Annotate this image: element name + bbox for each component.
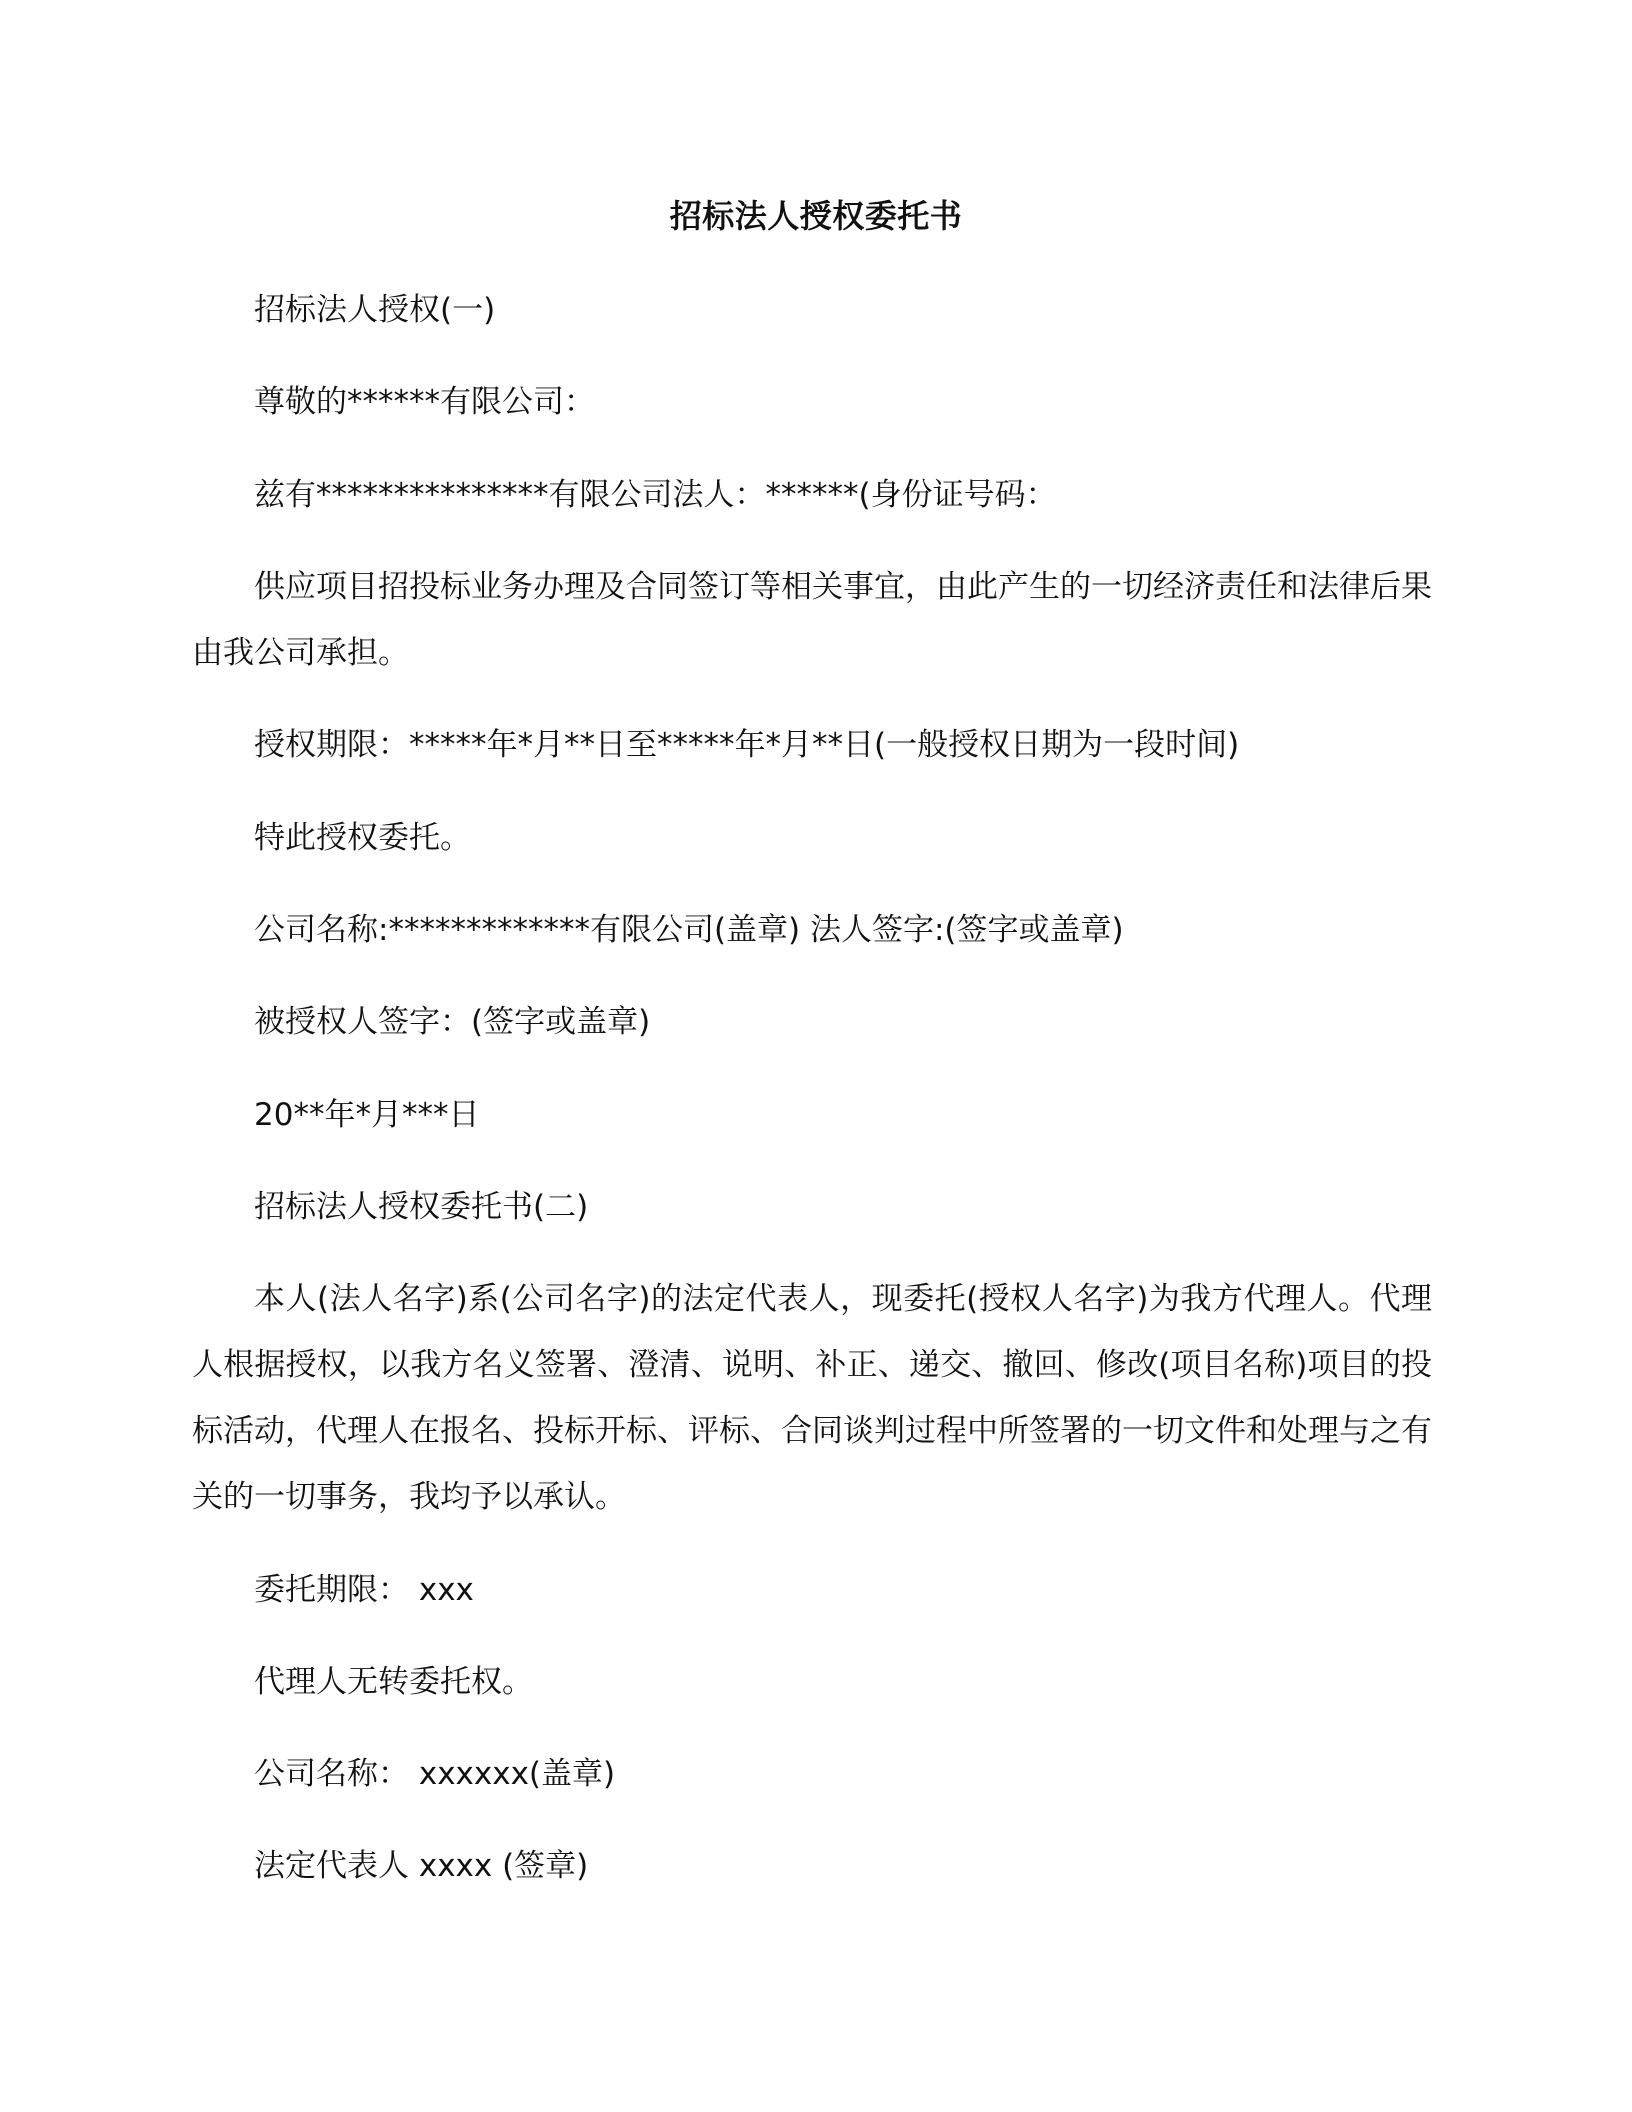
- section2-heading: 招标法人授权委托书(二): [254, 1189, 589, 1225]
- authorization-statement: 兹有***************有限公司法人：******(身份证号码：: [254, 477, 1057, 513]
- entrust-period: 委托期限： xxx: [254, 1572, 474, 1608]
- company-name-line: 公司名称： xxxxxx(盖章): [254, 1756, 616, 1792]
- entrustment-paragraph: 本人(法人名字)系(公司名字)的法定代表人，现委托(授权人名字)为我方代理人。代理人根据授权，以我方名义签署、澄清、说明、补正、递交、撤回、修改(项目名称)项目的投标活动，代理人在报名、投标开标、评标、合同谈判过程中所签署的一切文件和处理与之有关的一切事务，我均予以承认。: [192, 1281, 1432, 1515]
- scope-paragraph: 供应项目招投标业务办理及合同签订等相关事宜，由此产生的一切经济责任和法律后果由我公司承担。: [192, 569, 1432, 671]
- company-signature-line: 公司名称:*************有限公司(盖章) 法人签字:(签字或盖章): [254, 912, 1124, 948]
- section1-heading: 招标法人授权(一): [254, 292, 496, 328]
- special-note: 特此授权委托。: [254, 820, 471, 856]
- no-transfer-note: 代理人无转委托权。: [254, 1664, 533, 1700]
- legal-representative-line: 法定代表人 xxxx (签章): [254, 1848, 589, 1884]
- document-title: 招标法人授权委托书: [669, 197, 963, 235]
- authorized-signature-line: 被授权人签字：(签字或盖章): [254, 1004, 651, 1040]
- salutation: 尊敬的******有限公司：: [254, 384, 595, 420]
- date-line: 20**年*月***日: [254, 1097, 480, 1133]
- authorization-period: 授权期限：*****年*月**日至*****年*月**日(一般授权日期为一段时间): [254, 727, 1240, 763]
